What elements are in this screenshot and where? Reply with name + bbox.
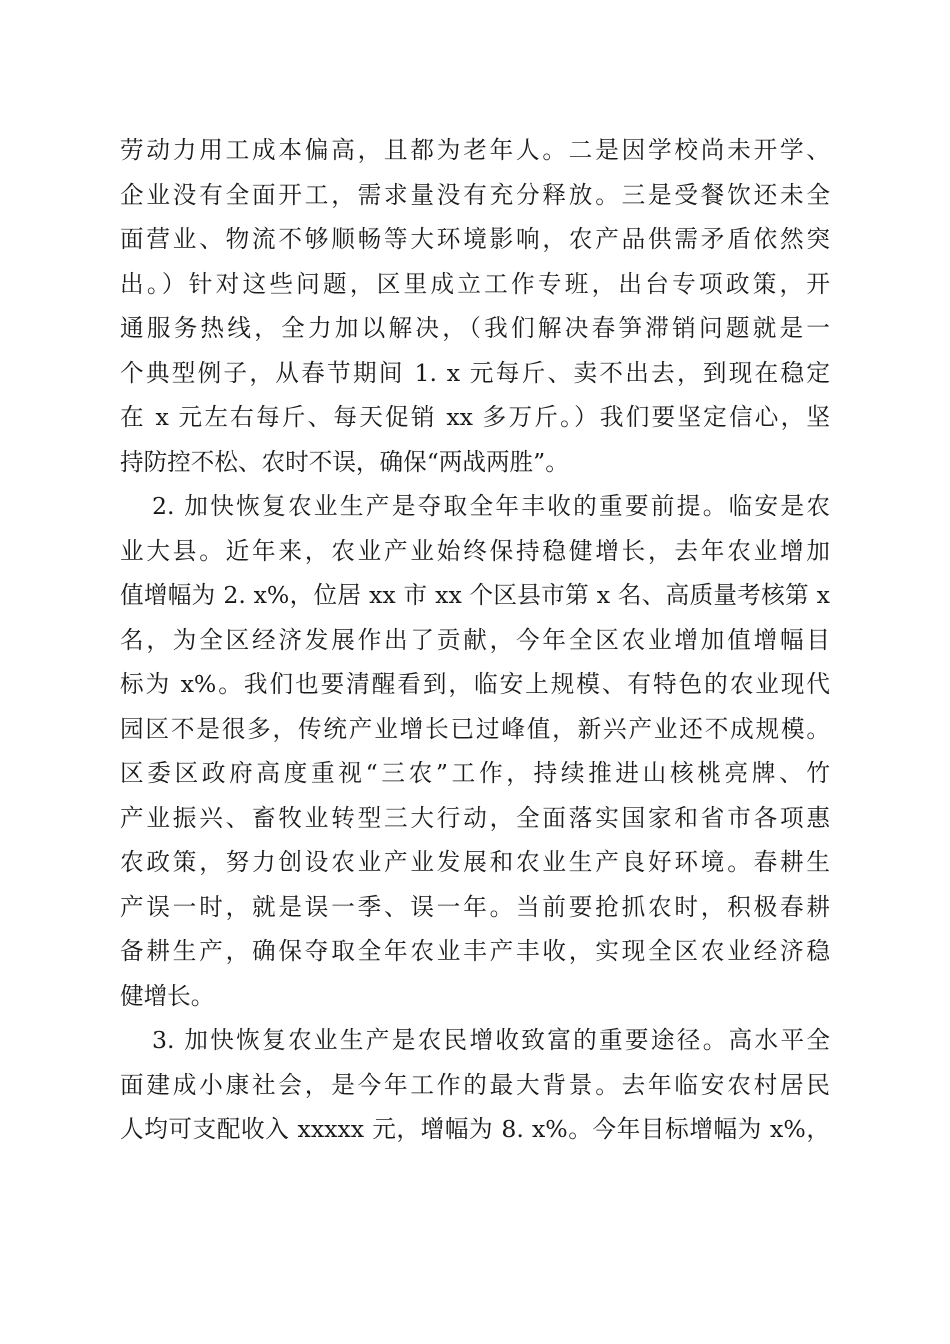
paragraph-line: 企业没有全面开工，需求量没有充分释放。三是受餐饮还未全 [120, 180, 830, 209]
paragraph-line: 健增长。 [120, 981, 215, 1010]
paragraph-3 [120, 1018, 830, 1152]
paragraph-line: 值增幅为 2. x%，位居 xx 市 xx 个区县市第 x 名、高质量考核第 x [120, 581, 830, 609]
paragraph-line: 出。）针对这些问题，区里成立工作专班，出台专项政策，开 [120, 269, 830, 298]
paragraph-line: 面建成小康社会，是今年工作的最大背景。去年临安农村居民 [120, 1070, 830, 1099]
paragraph-line: 区委区政府高度重视“三农”工作，持续推进山核桃亮牌、竹 [120, 759, 830, 787]
paragraph-line: 劳动力用工成本偏高，且都为老年人。二是因学校尚未开学、 [120, 136, 830, 164]
paragraph-line: 个典型例子，从春节期间 1. x 元每斤、卖不出去，到现在稳定 [120, 358, 830, 387]
paragraph-first-line: 2. 加快恢复农业生产是夺取全年丰收的重要前提。临安是农 [152, 492, 830, 520]
paragraph-line: 面营业、物流不够顺畅等大环境影响，农产品供需矛盾依然突 [120, 225, 830, 253]
paragraph-line: 持防控不松、农时不误，确保“两战两胜”。 [120, 447, 569, 476]
paragraph-first-line: 3. 加快恢复农业生产是农民增收致富的重要途径。高水平全 [152, 1026, 830, 1054]
paragraph-line: 标为 x%。我们也要清醒看到，临安上规模、有特色的农业现代 [120, 670, 830, 698]
paragraph-2 [120, 484, 830, 1018]
paragraph-1 [120, 128, 830, 484]
paragraph-line: 在 x 元左右每斤、每天促销 xx 多万斤。）我们要坚定信心，坚 [120, 403, 830, 431]
paragraph-line: 通服务热线，全力加以解决，（我们解决春笋滞销问题就是一 [120, 314, 830, 342]
paragraph-line: 产业振兴、畜牧业转型三大行动，全面落实国家和省市各项惠 [120, 803, 830, 832]
body-text [120, 128, 830, 1152]
paragraph-line: 业大县。近年来，农业产业始终保持稳健增长，去年农业增加 [120, 536, 830, 565]
paragraph-line: 农政策，努力创设农业产业发展和农业生产良好环境。春耕生 [120, 848, 830, 876]
paragraph-line: 备耕生产，确保夺取全年农业丰产丰收，实现全区农业经济稳 [120, 937, 830, 965]
paragraph-line: 名，为全区经济发展作出了贡献，今年全区农业增加值增幅目 [120, 625, 830, 654]
paragraph-line: 人均可支配收入 xxxxx 元，增幅为 8. x%。今年目标增幅为 x%， [120, 1115, 830, 1143]
paragraph-line: 园区不是很多，传统产业增长已过峰值，新兴产业还不成规模。 [120, 714, 830, 743]
paragraph-line: 产误一时，就是误一季、误一年。当前要抢抓农时，积极春耕 [120, 892, 830, 921]
